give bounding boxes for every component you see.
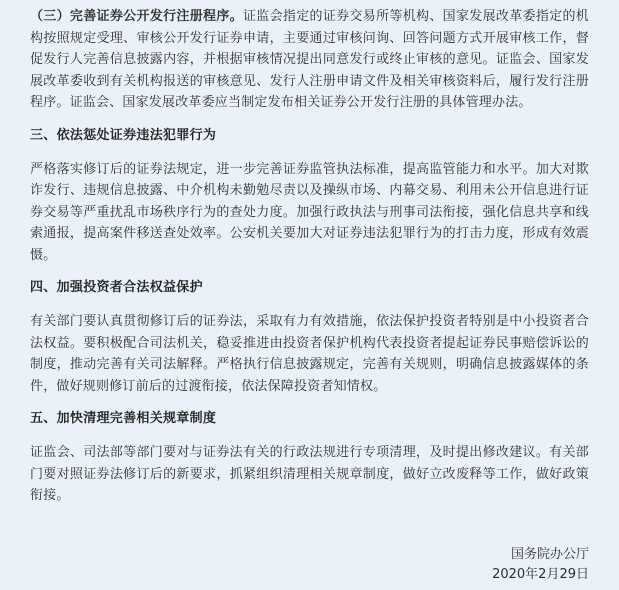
section-3-body: 严格落实修订后的证券法规定，进一步完善证券监管执法标准，提高监管能力和水平。加大对欺诈发行、违规信息披露、中介机构未勤勉尽责以及操纵市场、内幕交易、利用未公开信息进行证券交易等严重扰乱市场秩序行为的查处力度。加强行政执法与刑事司法衔接，强化信息共享和线索通报，提高案件移送查处效率。公安机关要加大对证券违法犯罪行为的打击力度，形成有效震慑。	[30, 161, 589, 263]
issuer-name: 国务院办公厅	[510, 547, 589, 562]
section-3-3-lead: （三）完善证券公开发行注册程序。	[30, 9, 243, 24]
signoff-block	[492, 545, 589, 585]
section-5-heading: 五、加快清理完善相关规章制度	[30, 411, 217, 426]
section-3-3-paragraph	[30, 6, 589, 114]
section-3-3-body: 证监会指定的证券交易所等机构、国家发展改革委指定的机构按照规定受理、审核公开发行证券申请，主要通过审核问询、回答问题方式开展审核工作，督促发行人完善信息披露内容，并根据审核情况提出同意发行或终止审核的意见。证监会、国家发展改革委收到有关机构报送的审核意见、发行人注册申请文件及相关审核资料后，履行发行注册程序。证监会、国家发展改革委应当制定发布相关证券公开发行注册的具体管理办法。	[30, 9, 590, 110]
issue-date: 2020年2月29日	[492, 567, 589, 582]
section-4-body: 有关部门要认真贯彻修订后的证券法，采取有力有效措施，依法保护投资者特别是中小投资者合法权益。要积极配合司法机关，稳妥推进由投资者保护机构代表投资者提起证券民事赔偿诉讼的制度，推动完善有关司法解释。严格执行信息披露规定，完善有关规则，明确信息披露媒体的条件，做好规则修订前后的过渡衔接，依法保障投资者知情权。	[30, 314, 589, 394]
section-3-heading: 三、依法惩处证券违法犯罪行为	[30, 127, 217, 143]
section-4-heading: 四、加强投资者合法权益保护	[30, 280, 203, 295]
section-5-body: 证监会、司法部等部门要对与证券法有关的行政法规进行专项清理，及时提出修改建议。有关部门要对照证券法修订后的新要求，抓紧组织清理相关规章制度，做好立改废释等工作，做好政策衔接。	[30, 445, 589, 503]
